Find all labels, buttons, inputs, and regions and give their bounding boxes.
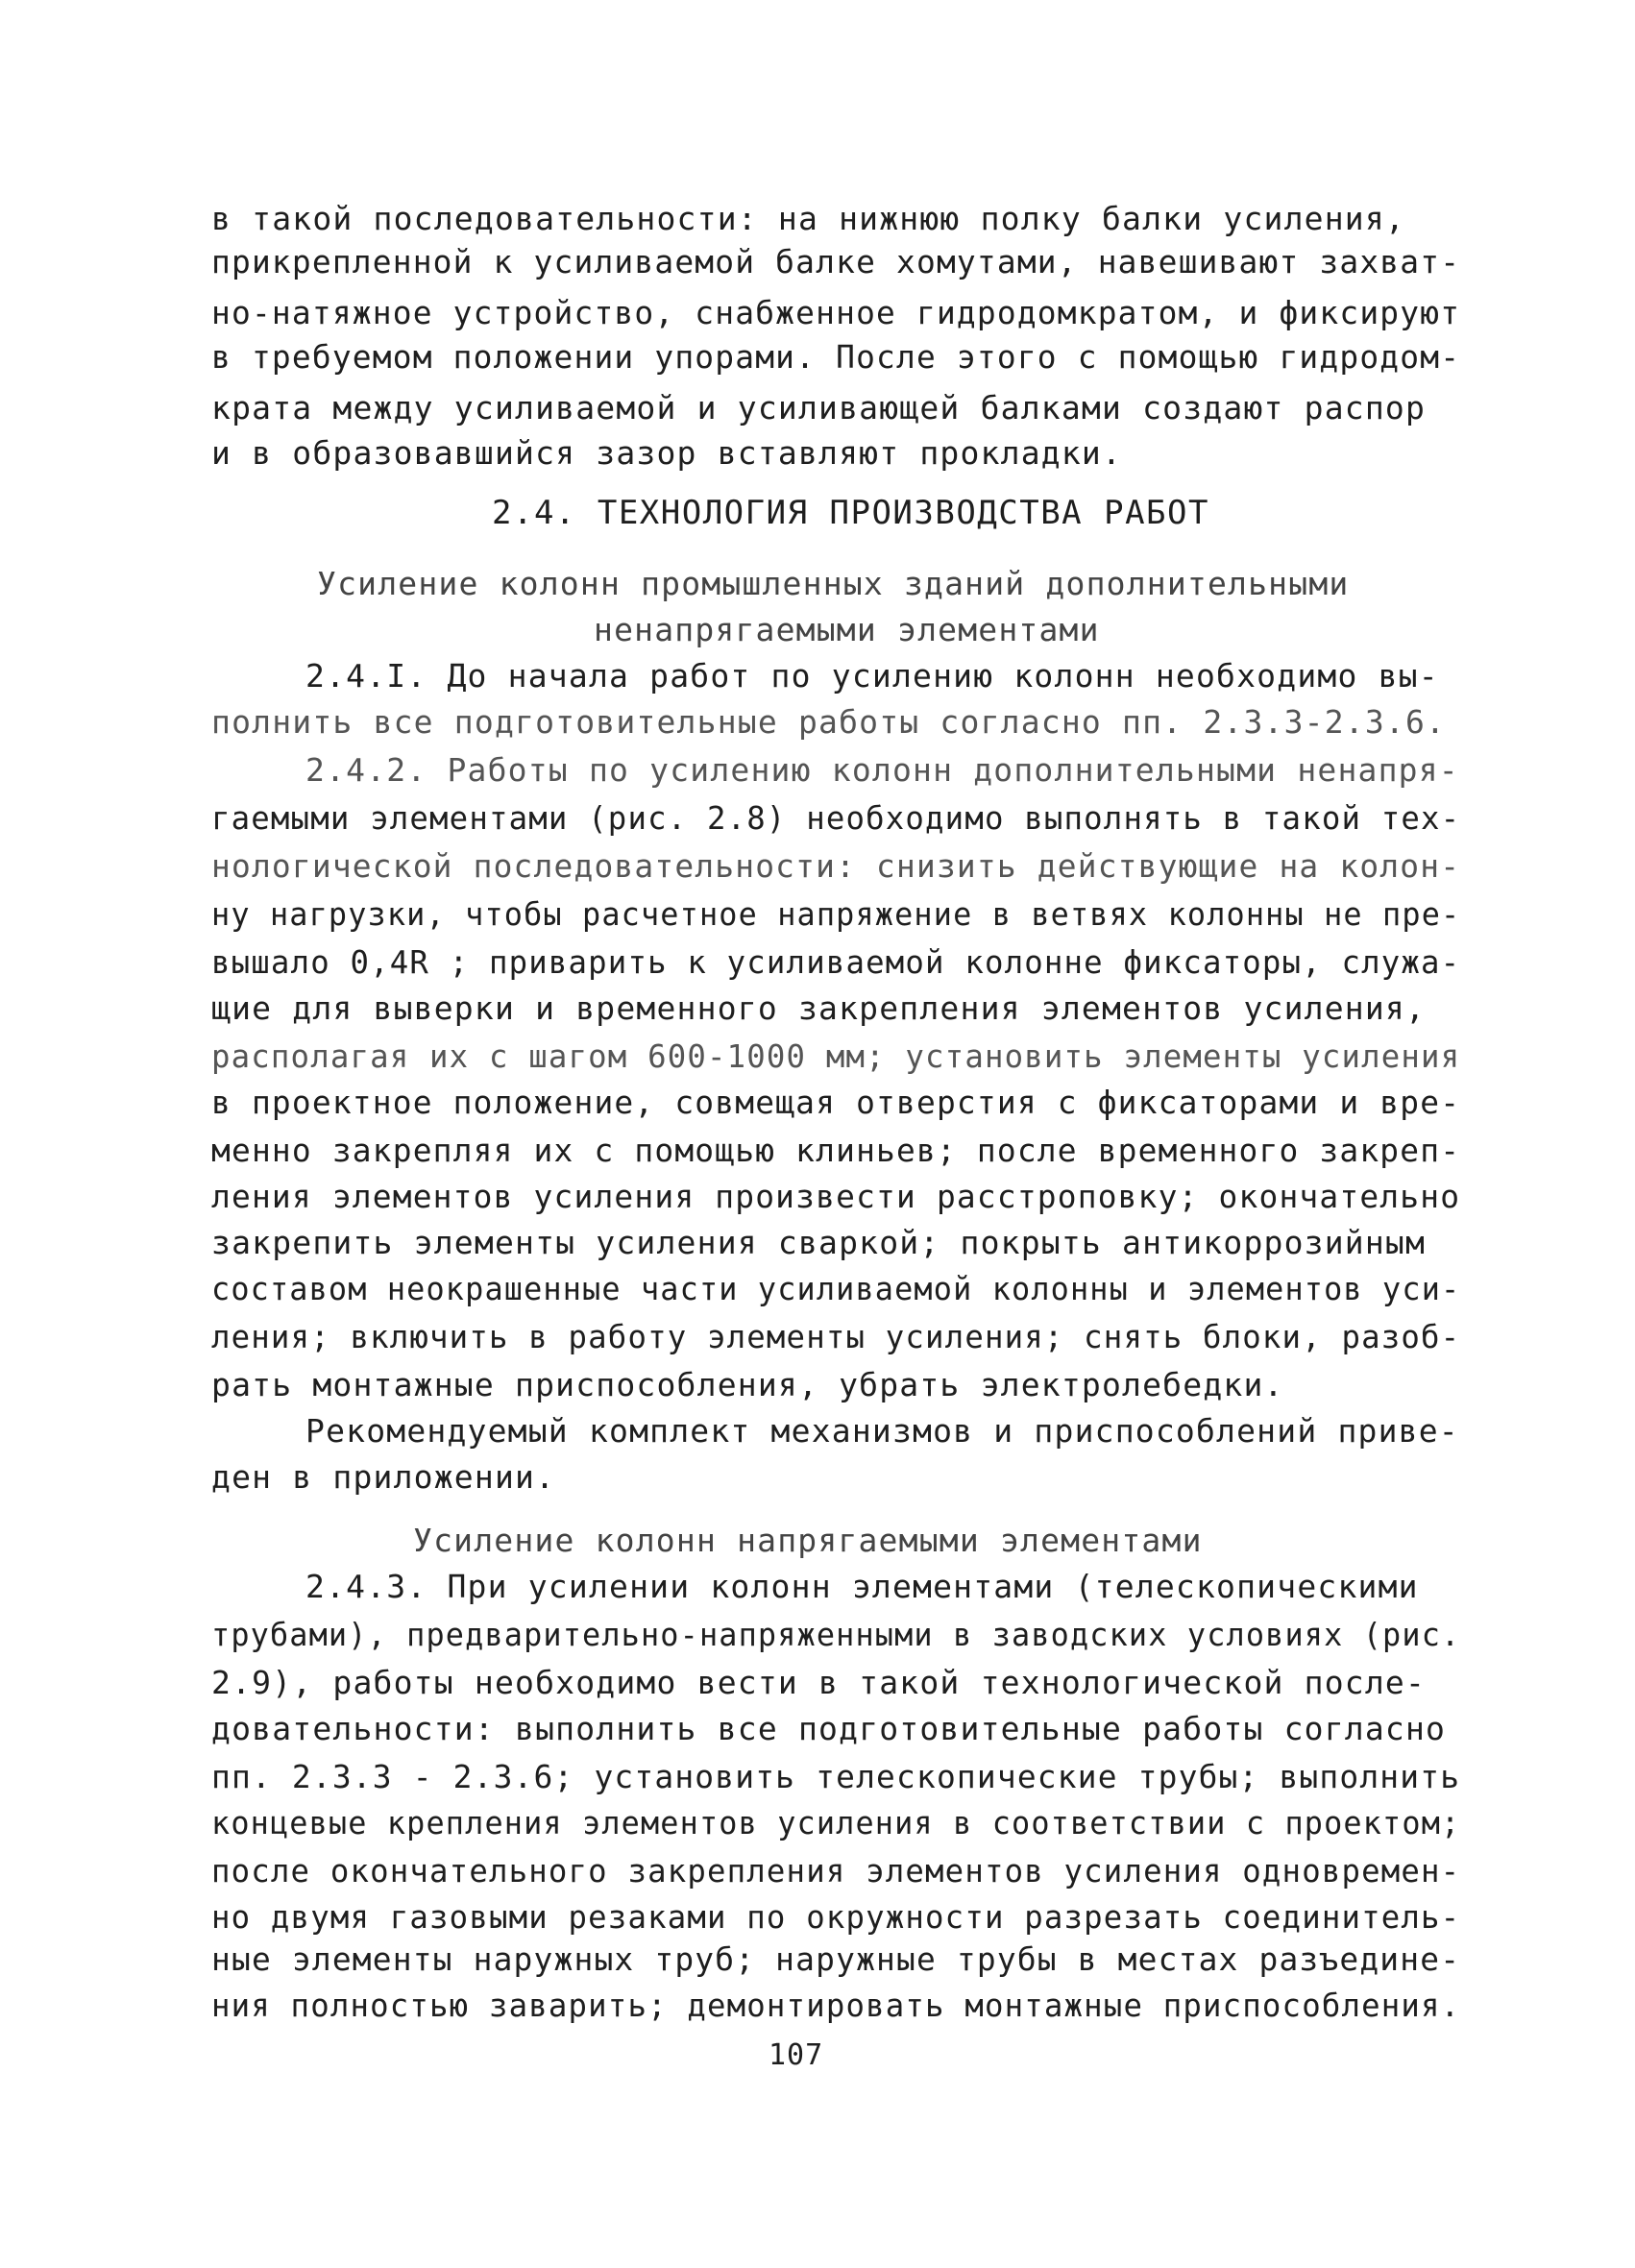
intro-line-4: в требуемом положении упорами. После этого с помощью гидродом-: [211, 338, 1461, 376]
para-241-line-1: 2.4.I. До начала работ по усилению колонн необходимо вы-: [305, 657, 1439, 695]
para-recommend-line-1: Рекомендуемый комплект механизмов и приспособлений приве-: [305, 1412, 1459, 1450]
para-243-line-2: трубами), предварительно-напряженными в заводских условиях (рис.: [211, 1616, 1461, 1653]
para-243-line-9: ные элементы наружных труб; наружные трубы в местах разъедине-: [211, 1940, 1461, 1978]
para-243-line-10: ния полностью заварить; демонтировать монтажные приспособления.: [211, 1987, 1461, 2024]
para-242-line-14: рать монтажные приспособления, убрать электролебедки.: [211, 1366, 1284, 1403]
subsection1-title-line-1: Усиление колонн промышленных зданий дополнительными: [317, 565, 1350, 602]
para-242-line-4: ну нагрузки, чтобы расчетное напряжение в ветвях колонны не пре-: [211, 895, 1461, 933]
intro-line-5: крата между усиливаемой и усиливающей балками создают распор: [211, 389, 1427, 427]
para-242-line-5: вышало 0,4R ; приварить к усиливаемой колонне фиксаторы, служа-: [211, 943, 1461, 981]
intro-line-3: но-натяжное устройство, снабженное гидродомкратом, и фиксируют: [211, 294, 1461, 331]
para-242-line-3: нологической последовательности: снизить действующие на колон-: [211, 847, 1461, 885]
para-242-line-8: в проектное положение, совмещая отверстия с фиксаторами и вре-: [211, 1084, 1461, 1121]
para-243-line-6: концевые крепления элементов усиления в соответствии с проектом;: [211, 1804, 1461, 1841]
para-242-line-6: щие для выверки и временного закрепления элементов усиления,: [211, 989, 1427, 1027]
subsection1-title-line-2: ненапрягаемыми элементами: [594, 611, 1100, 648]
intro-line-6: и в образовавшийся зазор вставляют прокладки.: [211, 434, 1123, 472]
para-242-line-12: составом неокрашенные части усиливаемой колонны и элементов уси-: [211, 1270, 1461, 1307]
para-243-line-7: после окончательного закрепления элементов усиления одновремен-: [211, 1852, 1461, 1890]
para-243-line-8: но двумя газовыми резаками по окружности разрезать соединитель-: [211, 1898, 1461, 1936]
section-title: 2.4. ТЕХНОЛОГИЯ ПРОИЗВОДСТВА РАБОТ: [492, 494, 1209, 532]
para-242-line-2: гаемыми элементами (рис. 2.8) необходимо выполнять в такой тех-: [211, 799, 1461, 837]
para-242-line-7: располагая их с шагом 600-1000 мм; установить элементы усиления: [211, 1037, 1461, 1075]
para-243-line-5: пп. 2.3.3 - 2.3.6; установить телескопические трубы; выполнить: [211, 1758, 1461, 1795]
intro-line-1: в такой последовательности: на нижнюю полку балки усиления,: [211, 200, 1405, 237]
para-243-line-1: 2.4.3. При усилении колонн элементами (телескопическими: [305, 1568, 1419, 1605]
intro-line-2: прикрепленной к усиливаемой балке хомутами, навешивают захват-: [211, 243, 1461, 280]
para-recommend-line-2: ден в приложении.: [211, 1458, 556, 1496]
para-242-line-13: ления; включить в работу элементы усиления; снять блоки, разоб-: [211, 1318, 1461, 1355]
para-243-line-4: довательности: выполнить все подготовительные работы согласно: [211, 1710, 1447, 1747]
para-242-line-9: менно закрепляя их с помощью клиньев; после временного закреп-: [211, 1132, 1461, 1169]
para-242-line-1: 2.4.2. Работы по усилению колонн дополнительными ненапря-: [305, 751, 1459, 789]
page-number: 107: [769, 2038, 824, 2072]
para-242-line-10: ления элементов усиления произвести расстроповку; окончательно: [211, 1178, 1461, 1215]
subsection2-title: Усиление колонн напрягаемыми элементами: [413, 1522, 1203, 1559]
para-241-line-2: полнить все подготовительные работы согласно пп. 2.3.3-2.3.6.: [211, 703, 1447, 741]
para-243-line-3: 2.9), работы необходимо вести в такой технологической после-: [211, 1664, 1427, 1701]
para-242-line-11: закрепить элементы усиления сваркой; покрыть антикоррозийным: [211, 1224, 1427, 1261]
